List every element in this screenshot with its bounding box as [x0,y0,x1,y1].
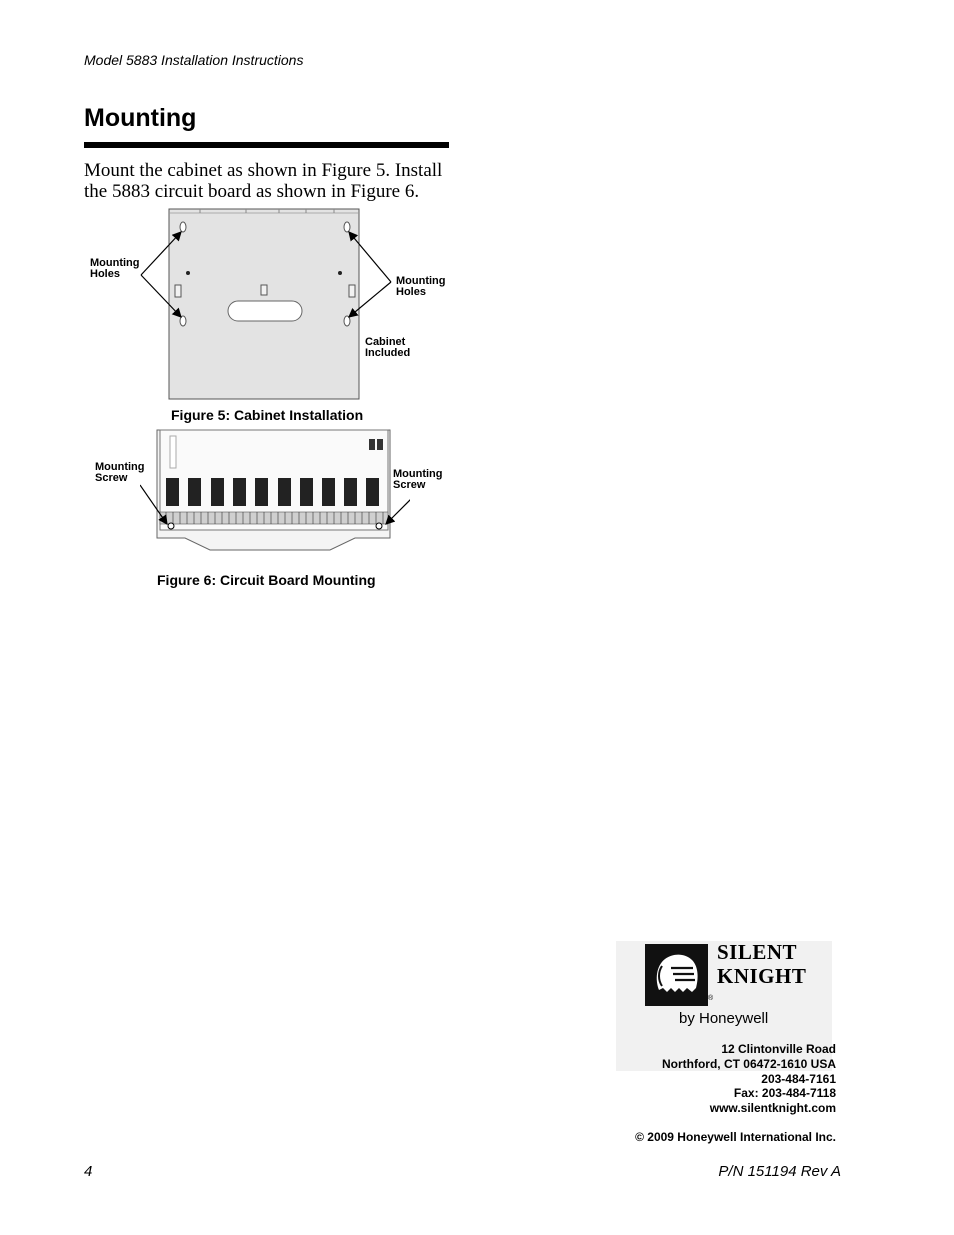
figure6-caption: Figure 6: Circuit Board Mounting [157,572,376,588]
part-number: P/N 151194 Rev A [718,1163,841,1180]
heading-rule [84,142,449,148]
brand-name-line2: KNIGHT [717,964,807,988]
callout-right-mounting-holes: Mounting Holes [396,275,446,298]
running-head: Model 5883 Installation Instructions [84,52,304,68]
copyright: © 2009 Honeywell International Inc. [635,1130,836,1144]
callout-right-mounting-screw: Mounting Screw [393,468,443,491]
address-line-city: Northford, CT 06472-1610 USA [661,1057,836,1071]
section-paragraph: Mount the cabinet as shown in Figure 5. Install the 5883 circuit board as shown in Figure 6. [84,160,443,202]
address-line-website: www.silentknight.com [709,1101,836,1115]
figure5-caption: Figure 5: Cabinet Installation [171,407,364,423]
by-honeywell: by Honeywell [679,1010,769,1027]
callout-cabinet-included: Cabinet Included [365,336,411,359]
address-line-street: 12 Clintonville Road [721,1042,836,1056]
section-title: Mounting [84,104,197,132]
page-number: 4 [84,1163,93,1180]
knight-helmet-icon [645,944,708,1006]
registered-mark: ® [708,995,714,1002]
circuit-board-drawing [140,426,410,556]
circuit-board-figure [140,426,410,556]
cabinet-figure [138,205,438,405]
address-line-fax: Fax: 203-484-7118 [733,1086,836,1100]
callout-left-mounting-holes: Mounting Holes [90,257,140,280]
callout-left-mounting-screw: Mounting Screw [95,461,145,484]
address-line-phone: 203-484-7161 [761,1072,836,1086]
brand-name-line1: SILENT [717,940,798,964]
cabinet-drawing [138,205,438,405]
